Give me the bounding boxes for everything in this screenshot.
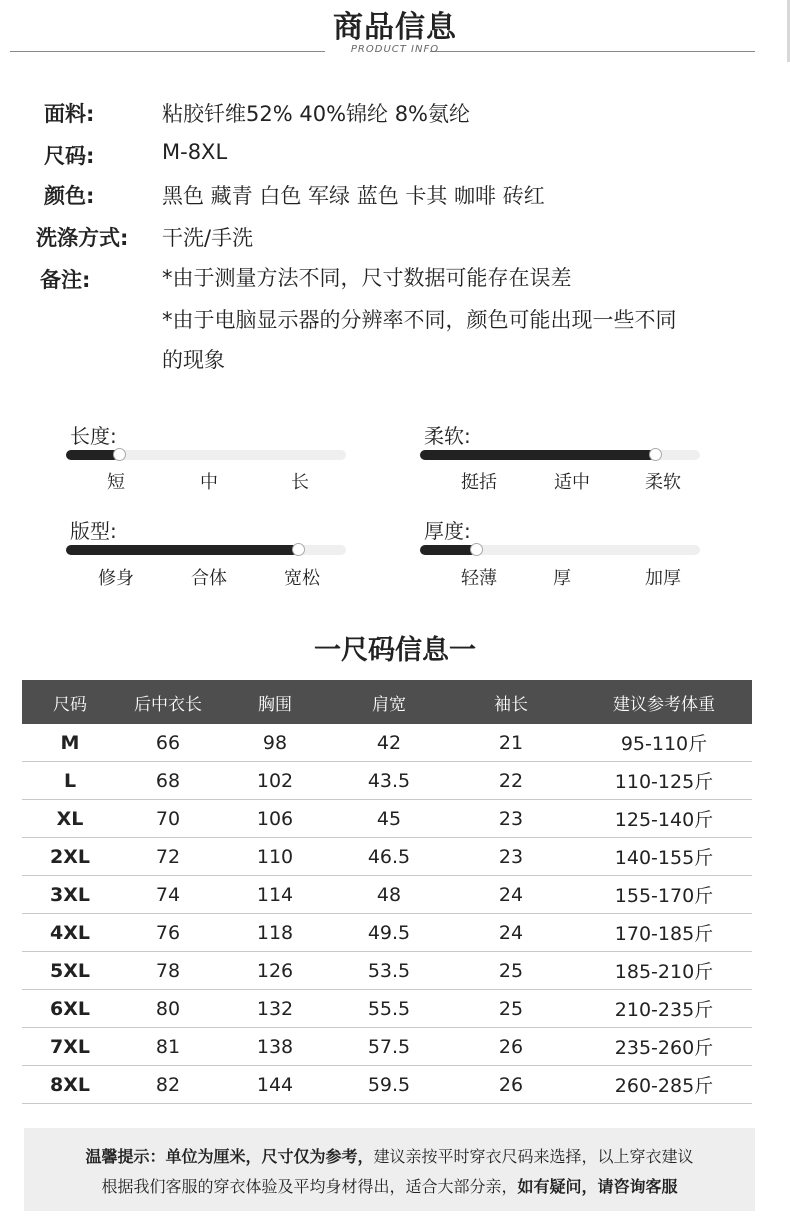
note-label: 备注:: [40, 268, 91, 292]
cell-sleeve: 24: [498, 921, 524, 944]
fit-tick-slim: 修身: [98, 568, 134, 589]
length-label: 长度:: [70, 424, 117, 448]
cell-size: 8XL: [50, 1073, 90, 1096]
cell-shoulder: 45: [376, 807, 402, 830]
cell-shoulder: 55.5: [367, 997, 411, 1020]
notice-box: [24, 1128, 755, 1211]
header-weight: 建议参考体重: [613, 694, 715, 715]
table-row: [22, 762, 752, 800]
cell-chest: 132: [256, 997, 294, 1020]
header-sleeve: 袖长: [494, 694, 528, 715]
notice-line-2-rest: 根据我们客服的穿衣体验及平均身材得出，适合大部分亲，: [101, 1177, 518, 1196]
header-chest: 胸围: [258, 694, 292, 715]
fit-tick-regular: 合体: [191, 568, 227, 589]
thickness-meter: [420, 545, 700, 555]
table-row: [22, 952, 752, 990]
cell-back-length: 70: [155, 807, 181, 830]
cell-weight: 185-210斤: [614, 961, 714, 983]
cell-sleeve: 25: [498, 959, 524, 982]
header-size: 尺码: [53, 694, 87, 715]
cell-chest: 98: [262, 731, 288, 754]
cell-size: 3XL: [50, 883, 90, 906]
cell-chest: 114: [256, 883, 294, 906]
cell-sleeve: 25: [498, 997, 524, 1020]
cell-chest: 118: [256, 921, 294, 944]
thickness-label: 厚度:: [424, 519, 471, 543]
table-row: [22, 914, 752, 952]
cell-weight: 140-155斤: [614, 847, 714, 869]
softness-meter: [420, 450, 700, 460]
cell-back-length: 74: [155, 883, 181, 906]
cell-sleeve: 23: [498, 807, 524, 830]
header-back-length: 后中衣长: [134, 694, 202, 715]
cell-chest: 110: [256, 845, 294, 868]
cell-chest: 106: [256, 807, 294, 830]
fit-label: 版型:: [70, 519, 117, 543]
table-body: [22, 724, 752, 1104]
softness-meter-knob: [649, 448, 662, 461]
cell-sleeve: 26: [498, 1035, 524, 1058]
color-label: 颜色:: [44, 184, 95, 208]
cell-shoulder: 42: [376, 731, 402, 754]
thickness-tick-thin: 轻薄: [461, 568, 497, 589]
cell-size: 2XL: [50, 845, 90, 868]
thickness-tick-extra-thick: 加厚: [645, 568, 681, 589]
cell-back-length: 76: [155, 921, 181, 944]
cell-weight: 235-260斤: [614, 1037, 714, 1059]
cell-weight: 110-125斤: [614, 771, 714, 793]
length-meter-knob: [113, 448, 126, 461]
note-line-3: 的现象: [162, 348, 225, 372]
cell-sleeve: 24: [498, 883, 524, 906]
cell-size: 4XL: [50, 921, 90, 944]
cell-size: 5XL: [50, 959, 90, 982]
table-row: [22, 990, 752, 1028]
notice-line-1-bold: 温馨提示：单位为厘米，尺寸仅为参考，: [85, 1147, 374, 1166]
cell-back-length: 80: [155, 997, 181, 1020]
length-tick-short: 短: [107, 472, 125, 493]
fabric-value: 粘胶钎维52% 40%锦纶 8%氨纶: [162, 102, 471, 126]
fabric-label: 面料:: [44, 102, 95, 126]
color-value: 黑色 藏青 白色 军绿 蓝色 卡其 咖啡 砖红: [162, 184, 545, 208]
length-meter-fill: [66, 450, 119, 460]
cell-shoulder: 43.5: [367, 769, 411, 792]
cell-shoulder: 46.5: [367, 845, 411, 868]
cell-sleeve: 22: [498, 769, 524, 792]
softness-label: 柔软:: [424, 424, 471, 448]
cell-chest: 102: [256, 769, 294, 792]
notice-line-2-bold: 如有疑问，请咨询客服: [517, 1177, 678, 1196]
length-tick-medium: 中: [200, 472, 218, 493]
cell-back-length: 82: [155, 1073, 181, 1096]
wash-label: 洗涤方式:: [36, 226, 129, 250]
cell-chest: 144: [256, 1073, 294, 1096]
note-line-1: *由于测量方法不同，尺寸数据可能存在误差: [162, 266, 572, 290]
cell-back-length: 66: [155, 731, 181, 754]
cell-weight: 95-110斤: [620, 733, 708, 755]
softness-tick-medium: 适中: [554, 472, 590, 493]
table-row: [22, 876, 752, 914]
notice-line-1-rest: 建议亲按平时穿衣尺码来选择，以上穿衣建议: [373, 1147, 694, 1166]
softness-meter-fill: [420, 450, 655, 460]
table-row: [22, 724, 752, 762]
table-row: [22, 800, 752, 838]
page-subtitle: PRODUCT INFO: [350, 44, 440, 55]
size-section-title: 一尺码信息一: [314, 635, 476, 666]
cell-chest: 126: [256, 959, 294, 982]
cell-weight: 260-285斤: [614, 1075, 714, 1097]
fit-meter-knob: [292, 543, 305, 556]
cell-back-length: 72: [155, 845, 181, 868]
fit-meter-fill: [66, 545, 298, 555]
page-title: 商品信息: [333, 10, 457, 45]
size-label: 尺码:: [44, 144, 95, 168]
softness-tick-soft: 柔软: [645, 472, 681, 493]
cell-weight: 210-235斤: [614, 999, 714, 1021]
wash-value: 干洗/手洗: [162, 226, 254, 250]
size-value: M-8XL: [162, 140, 228, 164]
note-line-2: *由于电脑显示器的分辨率不同，颜色可能出现一些不同: [162, 308, 677, 332]
softness-tick-stiff: 挺括: [461, 472, 497, 493]
thickness-meter-knob: [470, 543, 483, 556]
cell-back-length: 78: [155, 959, 181, 982]
length-meter: [66, 450, 346, 460]
header-shoulder: 肩宽: [372, 694, 406, 715]
cell-sleeve: 26: [498, 1073, 524, 1096]
cell-shoulder: 59.5: [367, 1073, 411, 1096]
cell-sleeve: 21: [498, 731, 524, 754]
cell-size: XL: [56, 807, 84, 830]
thickness-meter-fill: [420, 545, 476, 555]
cell-shoulder: 53.5: [367, 959, 411, 982]
table-row: [22, 1028, 752, 1066]
fit-tick-loose: 宽松: [284, 568, 320, 589]
thickness-tick-thick: 厚: [553, 568, 571, 589]
cell-size: 7XL: [50, 1035, 90, 1058]
cell-weight: 125-140斤: [614, 809, 714, 831]
table-header: [22, 680, 752, 724]
cell-shoulder: 48: [376, 883, 402, 906]
cell-sleeve: 23: [498, 845, 524, 868]
notice-line-2: [24, 1174, 755, 1197]
length-tick-long: 长: [291, 472, 309, 493]
cell-shoulder: 57.5: [367, 1035, 411, 1058]
notice-line-1: [24, 1144, 755, 1167]
size-table: [22, 680, 752, 1104]
cell-weight: 155-170斤: [614, 885, 714, 907]
cell-size: M: [60, 731, 80, 754]
cell-back-length: 68: [155, 769, 181, 792]
cell-chest: 138: [256, 1035, 294, 1058]
table-row: [22, 838, 752, 876]
cell-size: 6XL: [50, 997, 90, 1020]
cell-size: L: [63, 769, 77, 792]
cell-back-length: 81: [155, 1035, 181, 1058]
fit-meter: [66, 545, 346, 555]
cell-weight: 170-185斤: [614, 923, 714, 945]
table-row: [22, 1066, 752, 1104]
cell-shoulder: 49.5: [367, 921, 411, 944]
